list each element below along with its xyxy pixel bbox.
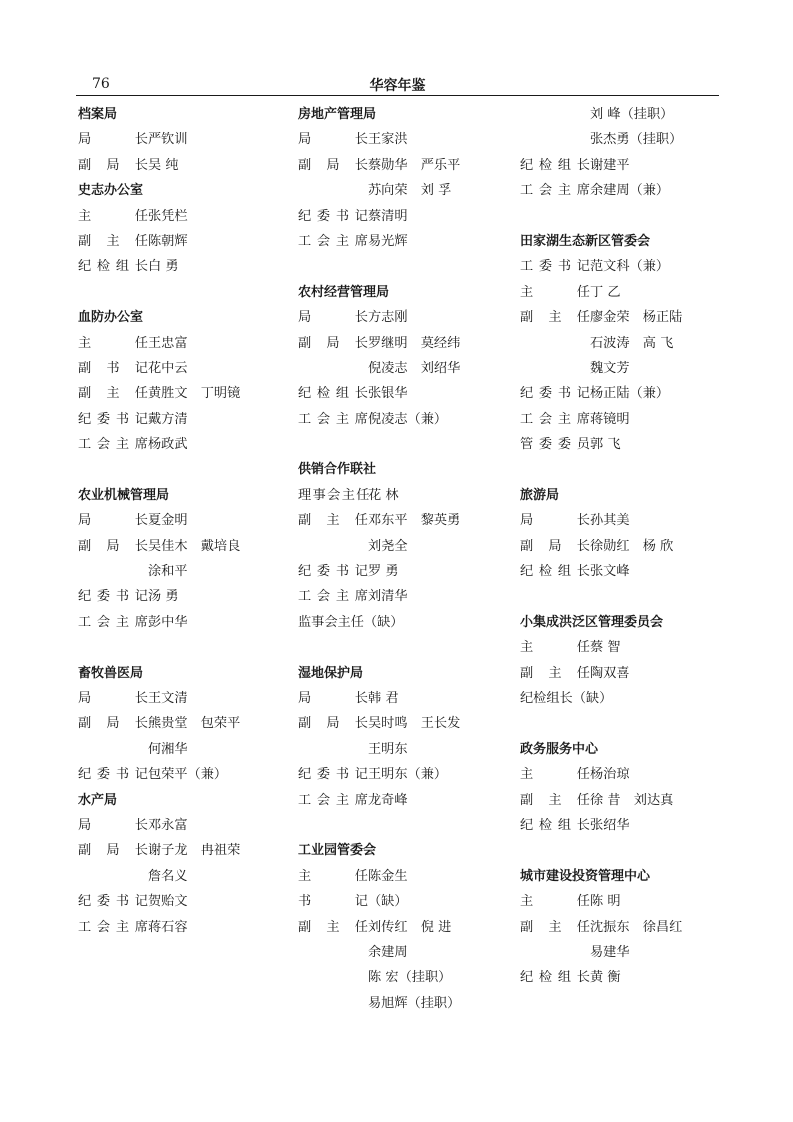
role-label: 纪委书记	[298, 767, 368, 783]
person-names: 易光辉	[368, 233, 408, 249]
spacer	[520, 584, 682, 609]
person-names: 蒋石容	[148, 919, 188, 935]
entry-row	[78, 254, 240, 279]
person-names: 韩 君	[368, 690, 399, 706]
role-label: 主任	[298, 868, 368, 884]
role-label: 局长	[78, 132, 148, 148]
entry-row	[78, 407, 240, 432]
role-label: 主任	[520, 767, 590, 783]
continued-names: 余建周	[368, 944, 408, 960]
section-title-supply-coop: 供销合作联社	[298, 462, 377, 478]
person-names: 张绍华	[590, 817, 630, 833]
spacer	[298, 254, 460, 279]
section-title-urban-investment: 城市建设投资管理中心	[520, 868, 651, 884]
person-names: 沈振东 徐昌红	[590, 919, 683, 935]
page-number: 76	[92, 76, 110, 92]
role-label: 副主任	[520, 665, 590, 681]
role-label: 副局长	[520, 538, 590, 554]
role-label: 纪检组长	[520, 564, 590, 580]
person-names: 花 林	[368, 487, 399, 503]
person-names: 杨正陆（兼）	[590, 386, 670, 402]
role-label: 工会主席	[78, 614, 148, 630]
section-title-flood-zone: 小集成洪泛区管理委员会	[520, 614, 664, 630]
role-label: 工会主席	[298, 233, 368, 249]
entry-row	[78, 534, 240, 559]
role-label: 副局长	[78, 157, 148, 173]
section-title-blood-office: 血防办公室	[78, 310, 144, 326]
person-names: 邓东平 黎英勇	[368, 513, 461, 529]
entry-row	[520, 432, 682, 457]
entry-row	[298, 889, 460, 914]
entry-row	[78, 915, 240, 940]
section-title-fisheries: 水产局	[78, 792, 118, 808]
entry-row	[520, 559, 682, 584]
spacer	[520, 457, 682, 482]
section-title-history-office: 史志办公室	[78, 183, 144, 199]
section-title-tourism: 旅游局	[520, 487, 560, 503]
entry-row	[78, 584, 240, 609]
person-names: 徐勋红 杨 欣	[590, 538, 674, 554]
entry-row	[78, 610, 240, 635]
role-label: 工委书记	[520, 259, 590, 275]
role-label: 主任	[520, 284, 590, 300]
continued-names: 涂和平	[148, 564, 188, 580]
section-title-veterinary: 畜牧兽医局	[78, 665, 144, 681]
role-label: 纪委书记	[298, 208, 368, 224]
person-names: （缺）	[368, 894, 408, 910]
entry-row	[78, 331, 240, 356]
person-names: 熊贵堂 包荣平	[148, 716, 241, 732]
spacer	[520, 711, 682, 736]
role-label: 副局长	[298, 157, 368, 173]
person-names: 邓永富	[148, 817, 188, 833]
role-label: 管委委员	[520, 437, 590, 453]
spacer	[520, 204, 682, 229]
continued-names: 易建华	[590, 944, 630, 960]
entry-row	[298, 762, 460, 787]
entry-row	[298, 483, 460, 508]
person-names: 廖金荣 杨正陆	[590, 310, 683, 326]
role-label: 副书记	[78, 360, 148, 376]
role-label: 纪委书记	[520, 386, 590, 402]
entry-row	[298, 711, 460, 736]
person-names: 王忠富	[148, 335, 188, 351]
entry-row	[298, 204, 460, 229]
entry-row	[78, 838, 240, 863]
entry-row	[298, 559, 460, 584]
role-label: 副主任	[520, 792, 590, 808]
person-names: 王家洪	[368, 132, 408, 148]
role-label: 工会主席	[298, 589, 368, 605]
role-label: 主任	[520, 640, 590, 656]
continued-names: 苏向荣 刘 孚	[368, 183, 452, 199]
column-2	[298, 102, 460, 1016]
role-label: 纪委书记	[78, 589, 148, 605]
role-label: 纪委书记	[298, 564, 368, 580]
person-names: 蔡勋华 严乐平	[368, 157, 461, 173]
column-3	[520, 102, 682, 991]
person-names: 蔡 智	[590, 640, 621, 656]
vacant-entry: 监事会主任（缺）	[298, 614, 404, 630]
person-names: 郭 飞	[590, 437, 621, 453]
entry-row	[78, 432, 240, 457]
person-names: 谢子龙 冉祖荣	[148, 843, 241, 859]
section-title-archives: 档案局	[78, 107, 118, 122]
person-names: 黄 衡	[590, 970, 621, 986]
role-label: 纪委书记	[78, 767, 148, 783]
page-header	[76, 74, 719, 96]
section-title-agri-machinery: 农业机械管理局	[78, 487, 170, 503]
entry-row	[78, 813, 240, 838]
role-label: 副主任	[520, 310, 590, 326]
role-label: 局长	[298, 310, 368, 326]
person-names: 罗 勇	[368, 564, 399, 580]
continued-names: 魏文芳	[590, 360, 630, 376]
column-1	[78, 102, 240, 940]
role-label: 工会主席	[520, 411, 590, 427]
section-title-gov-service: 政务服务中心	[520, 741, 599, 757]
person-names: 严钦训	[148, 132, 188, 148]
role-label: 纪检组长	[298, 386, 368, 402]
entry-row	[78, 686, 240, 711]
entry-row	[520, 534, 682, 559]
entry-row	[298, 915, 460, 940]
entry-row	[78, 711, 240, 736]
role-label: 副局长	[78, 538, 148, 554]
person-names: 贺贻文	[148, 894, 188, 910]
spacer	[298, 635, 460, 660]
entry-row	[298, 407, 460, 432]
entry-row	[520, 407, 682, 432]
person-names: 蔡清明	[368, 208, 408, 224]
role-label: 副主任	[298, 513, 368, 529]
role-label: 副主任	[78, 386, 148, 402]
person-names: 陶双喜	[590, 665, 630, 681]
role-label: 纪检组长	[520, 157, 590, 173]
role-label: 工会主席	[520, 183, 590, 199]
role-label: 主任	[78, 335, 148, 351]
person-names: 杨政武	[148, 437, 188, 453]
entry-row	[78, 508, 240, 533]
vacant-entry: 纪检组长（缺）	[520, 690, 613, 706]
entry-row	[520, 254, 682, 279]
entry-row	[78, 204, 240, 229]
person-names: 蒋镜明	[590, 411, 630, 427]
entry-row	[298, 153, 460, 178]
entry-row	[520, 305, 682, 330]
role-label: 副主任	[78, 233, 148, 249]
entry-row	[78, 356, 240, 381]
entry-row	[298, 381, 460, 406]
entry-row	[78, 127, 240, 152]
role-label: 纪委书记	[78, 894, 148, 910]
role-label: 工会主席	[298, 411, 368, 427]
person-names: 丁 乙	[590, 284, 621, 300]
person-names: 包荣平（兼）	[148, 767, 228, 783]
entry-row	[298, 331, 460, 356]
role-label: 副主任	[298, 919, 368, 935]
entry-row	[520, 280, 682, 305]
section-title-industrial-park: 工业园管委会	[298, 843, 377, 859]
person-names: 龙奇峰	[368, 792, 408, 808]
continued-names: 易旭辉（挂职）	[368, 995, 461, 1011]
section-title-wetland: 湿地保护局	[298, 665, 364, 681]
person-names: 吴佳木 戴培良	[148, 538, 241, 554]
entry-row	[520, 635, 682, 660]
continued-names: 陈 宏（挂职）	[368, 970, 452, 986]
role-label: 工会主席	[78, 919, 148, 935]
role-label: 纪检组长	[78, 259, 148, 275]
role-label: 主任	[78, 208, 148, 224]
role-label: 局长	[78, 690, 148, 706]
spacer	[298, 813, 460, 838]
person-names: 徐 昔 刘达真	[590, 792, 674, 808]
entry-row	[520, 178, 682, 203]
role-label: 局长	[520, 513, 590, 529]
entry-row	[298, 584, 460, 609]
entry-row	[520, 915, 682, 940]
spacer	[520, 838, 682, 863]
entry-row	[298, 686, 460, 711]
entry-row	[78, 153, 240, 178]
person-names: 王明东（兼）	[368, 767, 448, 783]
entry-row	[520, 788, 682, 813]
role-label: 纪委书记	[78, 411, 148, 427]
continued-names: 何湘华	[148, 741, 188, 757]
entry-row	[520, 661, 682, 686]
person-names: 谢建平	[590, 157, 630, 173]
spacer	[78, 280, 240, 305]
role-label: 纪检组长	[520, 970, 590, 986]
person-names: 夏金明	[148, 513, 188, 529]
role-label: 副局长	[78, 716, 148, 732]
entry-row	[298, 305, 460, 330]
role-label: 局长	[78, 817, 148, 833]
role-label: 局长	[298, 690, 368, 706]
entry-row	[78, 229, 240, 254]
spacer	[78, 457, 240, 482]
role-label: 局长	[298, 132, 368, 148]
person-names: 方志刚	[368, 310, 408, 326]
role-label: 主任	[520, 894, 590, 910]
continued-names: 石波涛 高 飞	[590, 335, 674, 351]
person-names: 余建周（兼）	[590, 183, 670, 199]
person-names: 罗继明 莫经纬	[368, 335, 461, 351]
person-names: 花中云	[148, 360, 188, 376]
continued-names: 张杰勇（挂职）	[590, 132, 683, 148]
person-names: 王文清	[148, 690, 188, 706]
person-names: 刘传红 倪 进	[368, 919, 452, 935]
role-label: 理事会主任	[298, 487, 368, 503]
person-names: 白 勇	[148, 259, 179, 275]
continued-names: 詹名义	[148, 868, 188, 884]
role-label: 工会主席	[78, 437, 148, 453]
entry-row	[298, 864, 460, 889]
role-label: 书记	[298, 894, 368, 910]
header-rule	[76, 95, 719, 96]
person-names: 彭中华	[148, 614, 188, 630]
person-names: 汤 勇	[148, 589, 179, 605]
spacer	[298, 432, 460, 457]
role-label: 副局长	[78, 843, 148, 859]
continued-names: 倪凌志 刘绍华	[368, 360, 461, 376]
person-names: 倪凌志（兼）	[368, 411, 448, 427]
section-title-tianjia-lake: 田家湖生态新区管委会	[520, 233, 651, 249]
entry-row	[298, 127, 460, 152]
role-label: 工会主席	[298, 792, 368, 808]
role-label: 局长	[78, 513, 148, 529]
person-names: 吴 纯	[148, 157, 179, 173]
entry-row	[520, 813, 682, 838]
person-names: 孙其美	[590, 513, 630, 529]
continued-names: 王明东	[368, 741, 408, 757]
role-label: 副局长	[298, 335, 368, 351]
person-names: 陈朝辉	[148, 233, 188, 249]
person-names: 范文科（兼）	[590, 259, 670, 275]
entry-row	[298, 229, 460, 254]
person-names: 陈金生	[368, 868, 408, 884]
entry-row	[520, 965, 682, 990]
entry-row	[78, 889, 240, 914]
continued-names: 刘尧全	[368, 538, 408, 554]
spacer	[78, 635, 240, 660]
entry-row	[520, 889, 682, 914]
entry-row	[298, 788, 460, 813]
entry-row	[520, 381, 682, 406]
entry-row	[78, 381, 240, 406]
entry-row	[520, 508, 682, 533]
person-names: 黄胜文 丁明镜	[148, 386, 241, 402]
entry-row	[520, 153, 682, 178]
role-label: 纪检组长	[520, 817, 590, 833]
person-names: 张银华	[368, 386, 408, 402]
person-names: 陈 明	[590, 894, 621, 910]
role-label: 副主任	[520, 919, 590, 935]
role-label: 副局长	[298, 716, 368, 732]
section-title-rural-management: 农村经营管理局	[298, 284, 390, 300]
person-names: 杨治琼	[590, 767, 630, 783]
person-names: 戴方清	[148, 411, 188, 427]
entry-row	[520, 762, 682, 787]
section-title-real-estate: 房地产管理局	[298, 107, 377, 122]
person-names: 张凭栏	[148, 208, 188, 224]
continued-names: 刘 峰（挂职）	[590, 107, 674, 122]
person-names: 刘清华	[368, 589, 408, 605]
entry-row	[78, 762, 240, 787]
entry-row	[298, 508, 460, 533]
person-names: 吴时鸣 王长发	[368, 716, 461, 732]
person-names: 张文峰	[590, 564, 630, 580]
page-title: 华容年鉴	[369, 78, 426, 94]
